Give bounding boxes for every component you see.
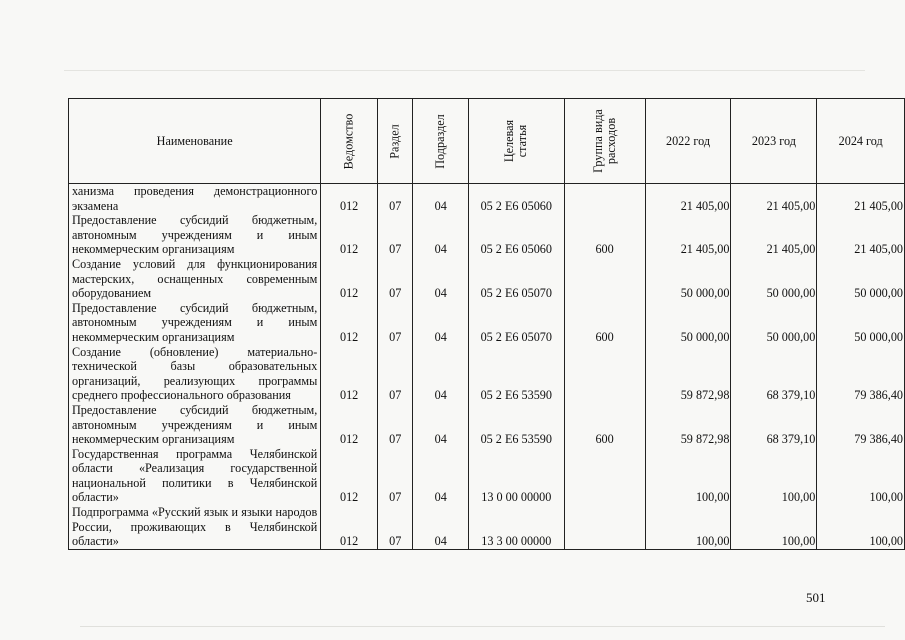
scan-rule-top xyxy=(64,70,865,71)
row-subsection: 04 xyxy=(413,184,469,214)
row-subsection: 04 xyxy=(413,301,469,345)
row-name: Создание условий для функционирования мастерских, оснащенных современным оборудованием xyxy=(69,257,321,301)
row-2023: 50 000,00 xyxy=(731,301,817,345)
row-2024: 100,00 xyxy=(817,505,905,549)
row-2023: 68 379,10 xyxy=(731,345,817,403)
header-exp-group: Группа вида расходов xyxy=(564,99,645,184)
row-2022: 100,00 xyxy=(645,505,731,549)
row-2022: 59 872,98 xyxy=(645,345,731,403)
row-section: 07 xyxy=(377,257,412,301)
row-2024: 50 000,00 xyxy=(817,257,905,301)
row-target: 05 2 Е6 05070 xyxy=(468,301,564,345)
row-section: 07 xyxy=(377,301,412,345)
row-exp-group: 600 xyxy=(564,403,645,447)
row-2023: 50 000,00 xyxy=(731,257,817,301)
row-dept: 012 xyxy=(321,403,378,447)
row-2023: 100,00 xyxy=(731,505,817,549)
row-name: Государственная программа Челябинской области «Реализация государственной национальной политики в Челябинской области» xyxy=(69,447,321,505)
row-name: ханизма проведения демонстрационного экзамена xyxy=(69,184,321,214)
header-section: Раздел xyxy=(377,99,412,184)
row-2022: 21 405,00 xyxy=(645,184,731,214)
row-dept: 012 xyxy=(321,505,378,549)
row-subsection: 04 xyxy=(413,257,469,301)
row-2023: 21 405,00 xyxy=(731,184,817,214)
header-target: Целевая статья xyxy=(468,99,564,184)
row-dept: 012 xyxy=(321,345,378,403)
row-section: 07 xyxy=(377,213,412,257)
row-name: Создание (обновление) материально-технической базы образовательных организаций, реализующих программы среднего профессионального образования xyxy=(69,345,321,403)
row-section: 07 xyxy=(377,403,412,447)
row-2024: 21 405,00 xyxy=(817,213,905,257)
row-2022: 21 405,00 xyxy=(645,213,731,257)
header-name: Наименование xyxy=(69,99,321,184)
table-row xyxy=(69,447,905,505)
row-target: 13 0 00 00000 xyxy=(468,447,564,505)
row-target: 05 2 Е6 05060 xyxy=(468,184,564,214)
row-name: Предоставление субсидий бюджетным, автономным учреждениям и иным некоммерческим организациям xyxy=(69,301,321,345)
table-row xyxy=(69,257,905,301)
row-dept: 012 xyxy=(321,301,378,345)
row-2024: 100,00 xyxy=(817,447,905,505)
table-row xyxy=(69,213,905,257)
row-subsection: 04 xyxy=(413,345,469,403)
page-number: 501 xyxy=(806,590,826,605)
row-exp-group: 600 xyxy=(564,213,645,257)
budget-table xyxy=(68,98,905,550)
scan-rule-bottom xyxy=(80,626,885,627)
row-dept: 012 xyxy=(321,257,378,301)
row-2023: 21 405,00 xyxy=(731,213,817,257)
row-section: 07 xyxy=(377,447,412,505)
row-exp-group xyxy=(564,184,645,214)
row-target: 05 2 Е6 53590 xyxy=(468,345,564,403)
row-name: Предоставление субсидий бюджетным, автономным учреждениям и иным некоммерческим организациям xyxy=(69,403,321,447)
row-2023: 100,00 xyxy=(731,447,817,505)
row-exp-group xyxy=(564,505,645,549)
row-subsection: 04 xyxy=(413,447,469,505)
table-header-row xyxy=(69,99,905,184)
table-row xyxy=(69,345,905,403)
header-dept: Ведомство xyxy=(321,99,378,184)
row-subsection: 04 xyxy=(413,213,469,257)
table-row xyxy=(69,505,905,549)
row-2022: 50 000,00 xyxy=(645,301,731,345)
row-exp-group xyxy=(564,447,645,505)
row-dept: 012 xyxy=(321,213,378,257)
header-2022: 2022 год xyxy=(645,99,731,184)
header-2024: 2024 год xyxy=(817,99,905,184)
header-subsection: Подраздел xyxy=(413,99,469,184)
row-exp-group: 600 xyxy=(564,301,645,345)
row-2022: 59 872,98 xyxy=(645,403,731,447)
table-row xyxy=(69,184,905,214)
row-target: 13 3 00 00000 xyxy=(468,505,564,549)
row-dept: 012 xyxy=(321,447,378,505)
row-target: 05 2 Е6 53590 xyxy=(468,403,564,447)
row-name: Предоставление субсидий бюджетным, автономным учреждениям и иным некоммерческим организациям xyxy=(69,213,321,257)
row-subsection: 04 xyxy=(413,505,469,549)
table-row xyxy=(69,403,905,447)
row-exp-group xyxy=(564,257,645,301)
row-dept: 012 xyxy=(321,184,378,214)
row-target: 05 2 Е6 05070 xyxy=(468,257,564,301)
row-2024: 79 386,40 xyxy=(817,345,905,403)
row-2022: 50 000,00 xyxy=(645,257,731,301)
row-2024: 50 000,00 xyxy=(817,301,905,345)
row-2024: 21 405,00 xyxy=(817,184,905,214)
row-2022: 100,00 xyxy=(645,447,731,505)
row-subsection: 04 xyxy=(413,403,469,447)
row-2023: 68 379,10 xyxy=(731,403,817,447)
row-exp-group xyxy=(564,345,645,403)
table-row xyxy=(69,301,905,345)
header-2023: 2023 год xyxy=(731,99,817,184)
row-2024: 79 386,40 xyxy=(817,403,905,447)
row-section: 07 xyxy=(377,184,412,214)
row-name: Подпрограмма «Русский язык и языки народов России, проживающих в Челябинской области» xyxy=(69,505,321,549)
row-section: 07 xyxy=(377,345,412,403)
row-target: 05 2 Е6 05060 xyxy=(468,213,564,257)
row-section: 07 xyxy=(377,505,412,549)
